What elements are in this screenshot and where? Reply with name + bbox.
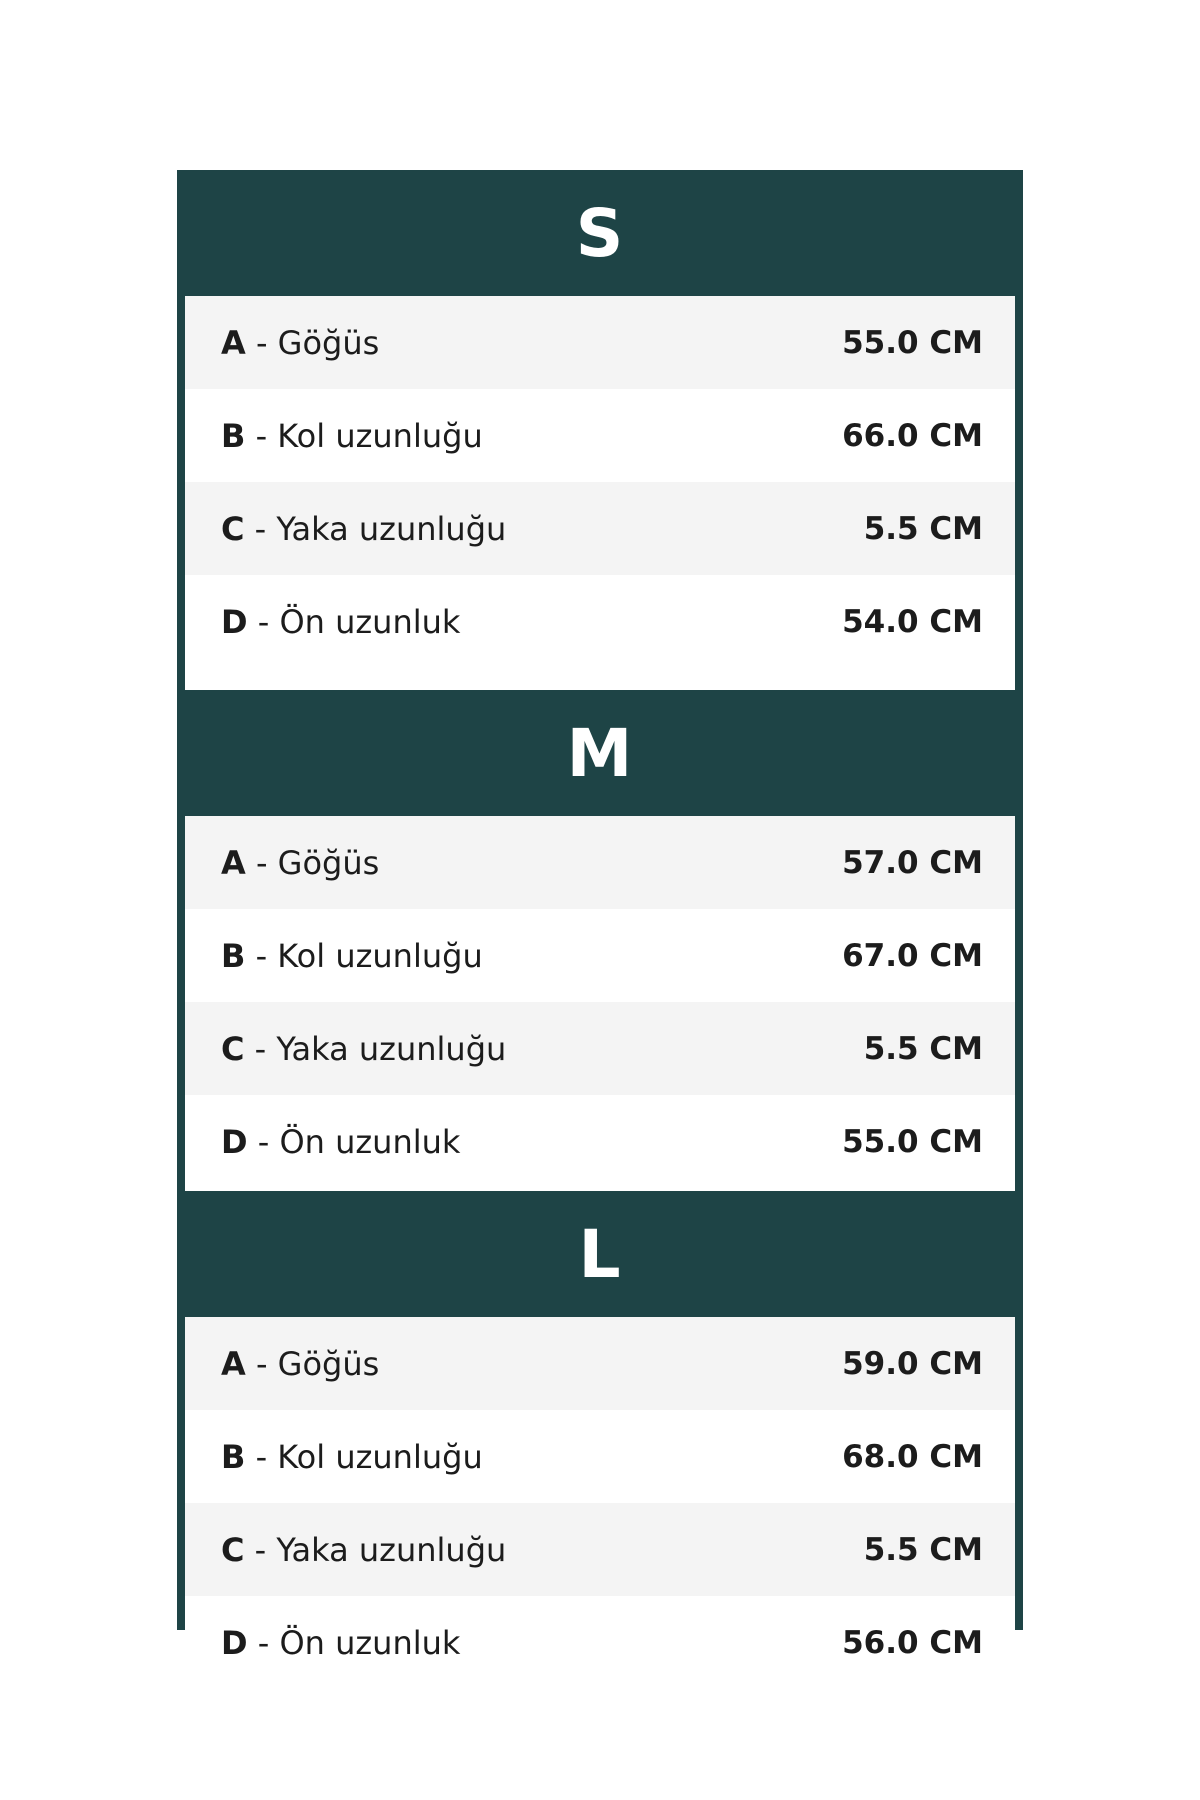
measurement-name	[221, 324, 379, 362]
size-header-l	[185, 1191, 1015, 1317]
measurement-letter: C	[221, 509, 245, 548]
size-rows-m	[185, 816, 1015, 1191]
measurement-label: Yaka uzunluğu	[276, 1530, 507, 1569]
measurement-value: 68.0 CM	[842, 1438, 983, 1475]
measurement-separator: -	[245, 843, 278, 882]
measurement-letter: B	[221, 936, 246, 975]
measurement-separator: -	[247, 602, 280, 641]
measurement-row	[185, 1503, 1015, 1596]
size-rows-s	[185, 296, 1015, 690]
measurement-row	[185, 1002, 1015, 1095]
measurement-label: Ön uzunluk	[279, 1623, 461, 1662]
measurement-row	[185, 909, 1015, 1002]
measurement-letter: D	[221, 1122, 248, 1161]
measurement-separator: -	[244, 509, 277, 548]
measurement-name	[221, 603, 460, 641]
measurement-row	[185, 1596, 1015, 1689]
measurement-name	[221, 937, 483, 975]
measurement-label: Göğüs	[277, 1344, 380, 1383]
measurement-value: 66.0 CM	[842, 417, 983, 454]
measurement-name	[221, 1345, 379, 1383]
measurement-row	[185, 1317, 1015, 1410]
measurement-value: 5.5 CM	[863, 510, 983, 547]
measurement-separator: -	[245, 1344, 278, 1383]
measurement-name	[221, 1123, 460, 1161]
measurement-separator: -	[245, 936, 278, 975]
measurement-letter: D	[221, 1623, 248, 1662]
size-label: L	[578, 1215, 622, 1293]
measurement-letter: D	[221, 602, 248, 641]
measurement-letter: B	[221, 1437, 246, 1476]
size-header-s	[185, 170, 1015, 296]
measurement-label: Ön uzunluk	[279, 602, 461, 641]
measurement-value: 67.0 CM	[842, 937, 983, 974]
measurement-label: Yaka uzunluğu	[276, 1029, 507, 1068]
measurement-row	[185, 389, 1015, 482]
measurement-separator: -	[247, 1623, 280, 1662]
measurement-name	[221, 1438, 483, 1476]
measurement-letter: C	[221, 1029, 245, 1068]
measurement-separator: -	[247, 1122, 280, 1161]
measurement-label: Kol uzunluğu	[277, 416, 483, 455]
measurement-label: Ön uzunluk	[279, 1122, 461, 1161]
measurement-name	[221, 1624, 460, 1662]
measurement-value: 5.5 CM	[863, 1531, 983, 1568]
measurement-name	[221, 1030, 506, 1068]
measurement-name	[221, 844, 379, 882]
measurement-label: Yaka uzunluğu	[276, 509, 507, 548]
size-label: S	[575, 194, 625, 272]
measurement-value: 59.0 CM	[842, 1345, 983, 1382]
measurement-value: 54.0 CM	[842, 603, 983, 640]
size-chart	[177, 170, 1023, 1662]
measurement-name	[221, 1531, 506, 1569]
measurement-row	[185, 482, 1015, 575]
measurement-value: 56.0 CM	[842, 1624, 983, 1661]
size-rows-l	[185, 1317, 1015, 1689]
measurement-letter: A	[221, 323, 246, 362]
measurement-letter: C	[221, 1530, 245, 1569]
measurement-label: Göğüs	[277, 323, 380, 362]
measurement-separator: -	[245, 323, 278, 362]
size-label: M	[566, 714, 634, 792]
measurement-separator: -	[244, 1530, 277, 1569]
measurement-label: Kol uzunluğu	[277, 1437, 483, 1476]
measurement-separator: -	[244, 1029, 277, 1068]
measurement-letter: B	[221, 416, 246, 455]
measurement-value: 55.0 CM	[842, 324, 983, 361]
measurement-name	[221, 417, 483, 455]
measurement-value: 55.0 CM	[842, 1123, 983, 1160]
measurement-row	[185, 296, 1015, 389]
measurement-row	[185, 1095, 1015, 1188]
measurement-label: Göğüs	[277, 843, 380, 882]
measurement-label: Kol uzunluğu	[277, 936, 483, 975]
measurement-row	[185, 816, 1015, 909]
measurement-letter: A	[221, 1344, 246, 1383]
measurement-value: 57.0 CM	[842, 844, 983, 881]
measurement-row	[185, 575, 1015, 668]
measurement-letter: A	[221, 843, 246, 882]
size-header-m	[185, 690, 1015, 816]
measurement-name	[221, 510, 506, 548]
measurement-separator: -	[245, 416, 278, 455]
measurement-row	[185, 1410, 1015, 1503]
measurement-separator: -	[245, 1437, 278, 1476]
measurement-value: 5.5 CM	[863, 1030, 983, 1067]
